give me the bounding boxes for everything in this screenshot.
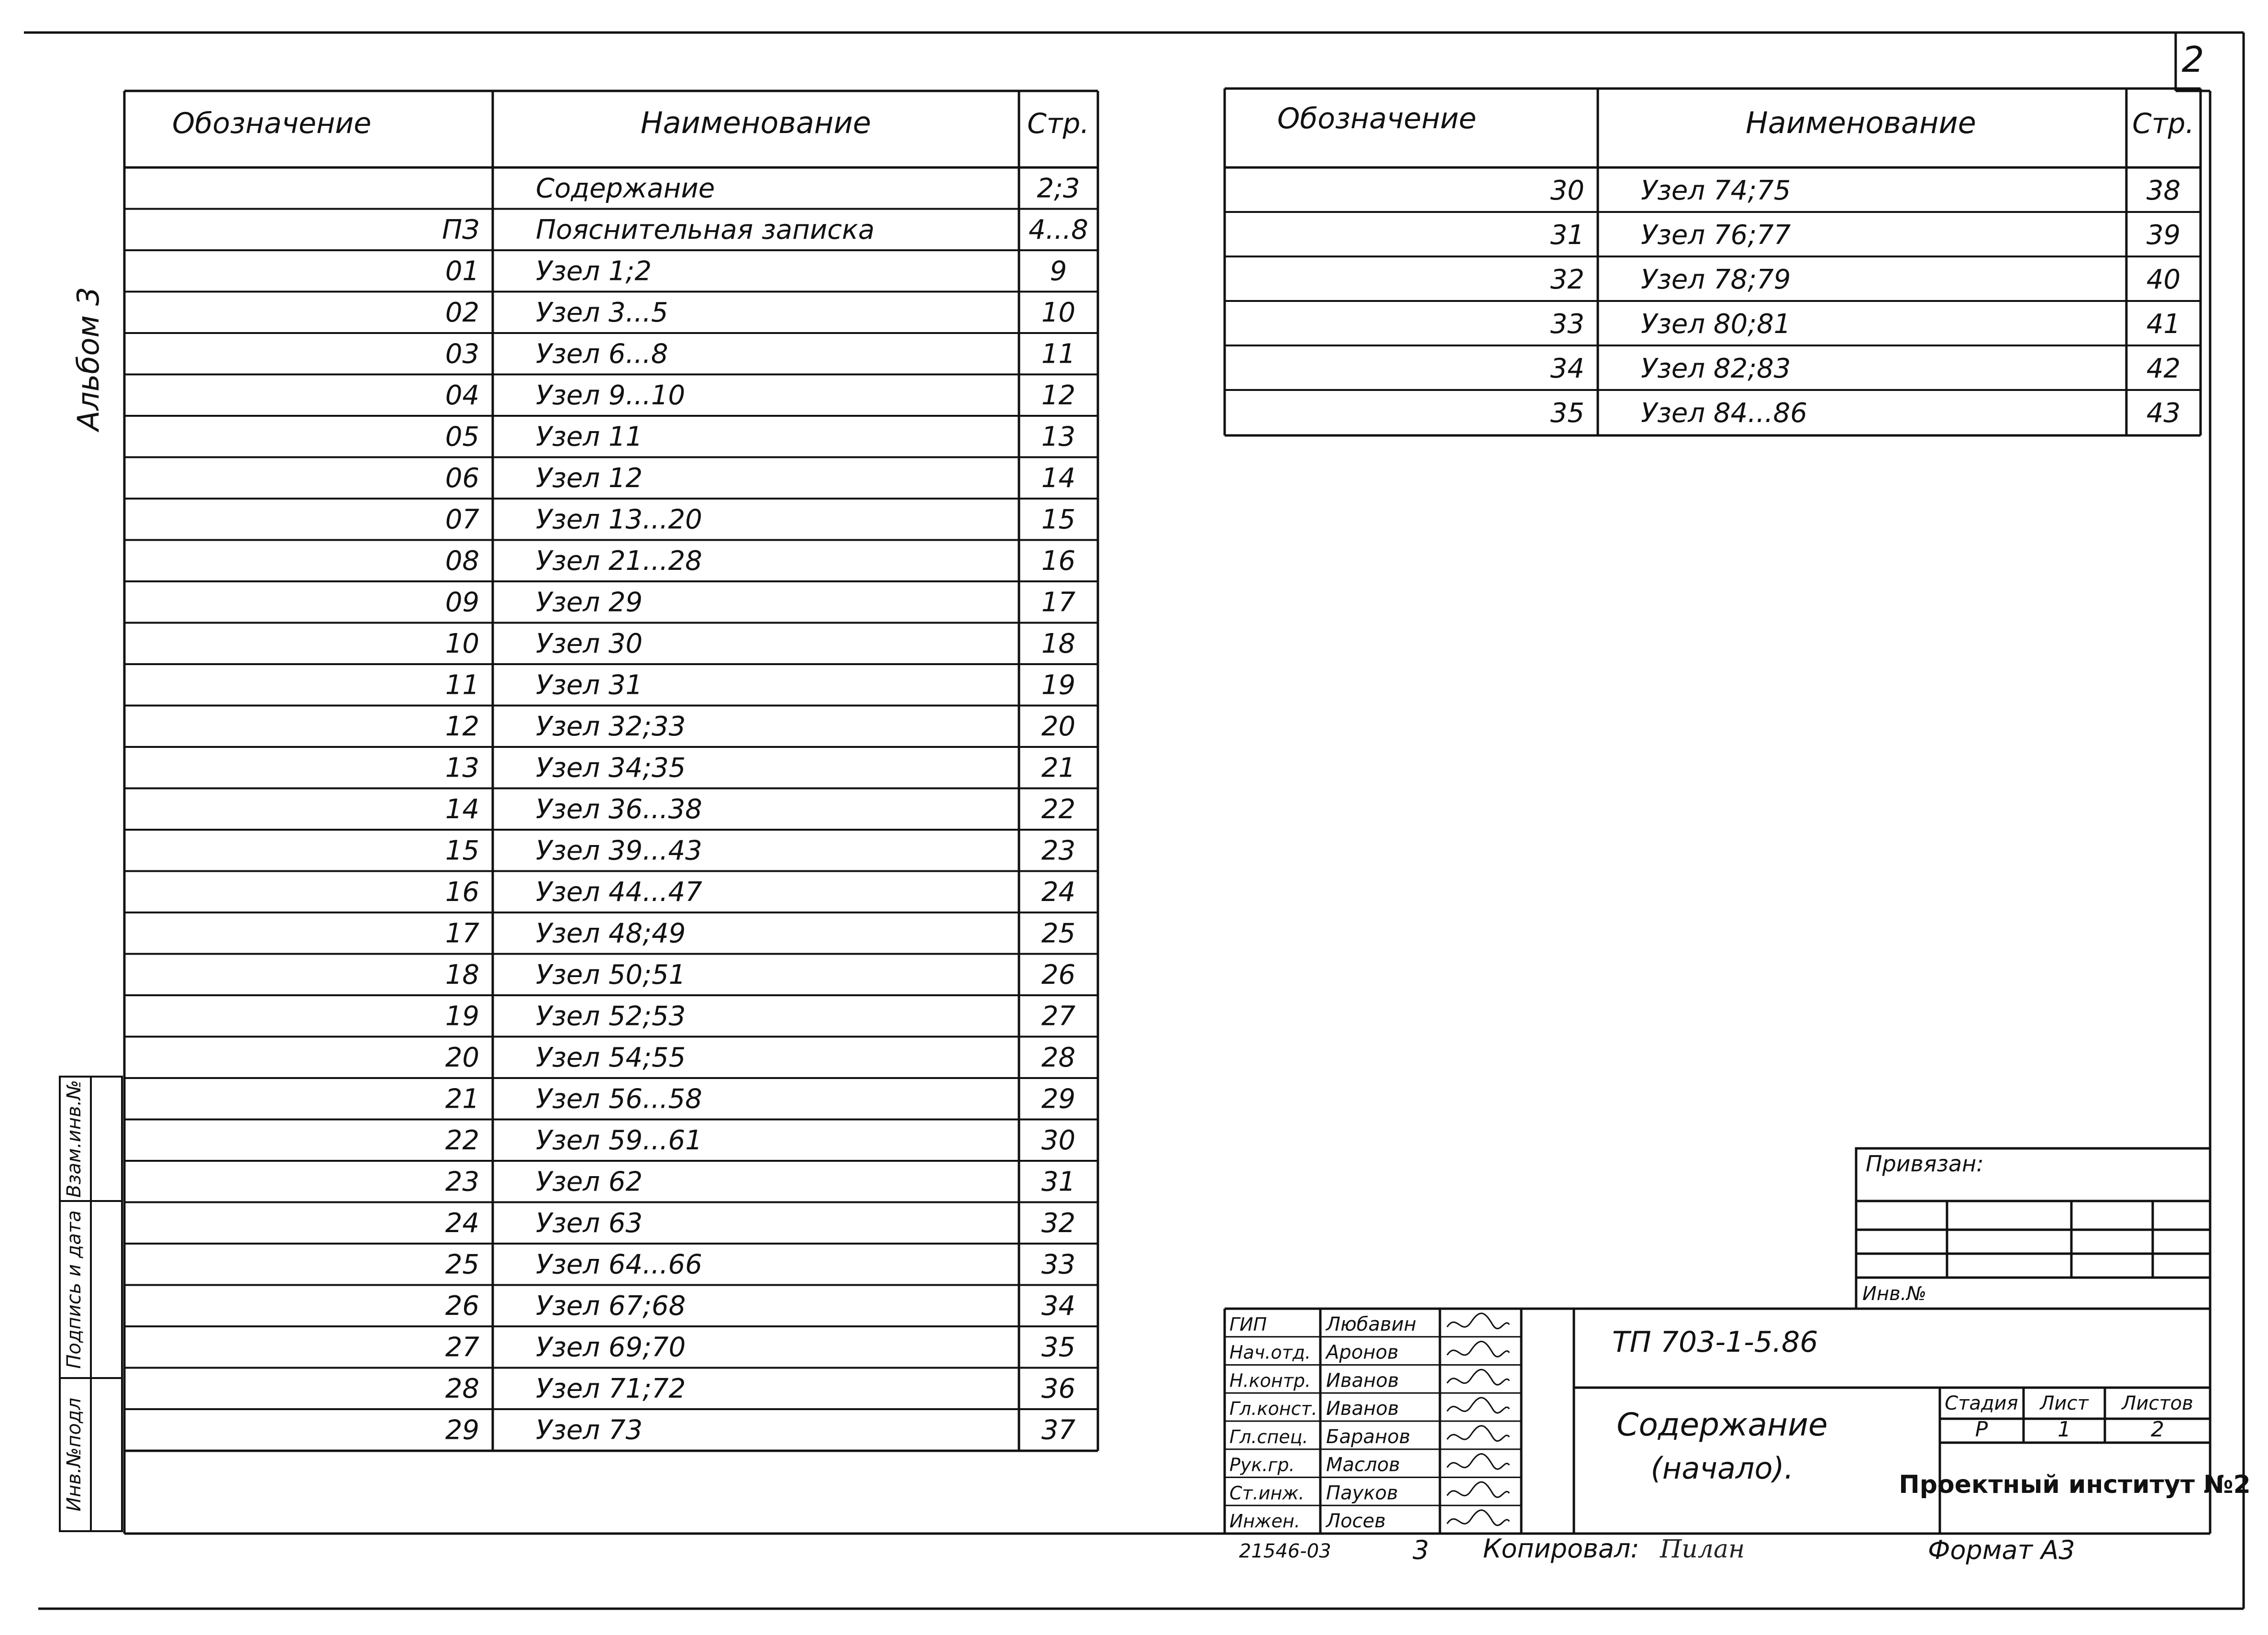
row-page: 24	[1041, 876, 1076, 908]
row-designation: 10	[445, 628, 479, 659]
row-designation: 35	[1550, 397, 1584, 429]
row-name: Узел 52;53	[536, 1001, 686, 1032]
toc-left-rows	[124, 173, 1098, 1446]
toc-row	[124, 540, 1098, 577]
sheet-number: 2	[2181, 39, 2204, 80]
footer-page: 3	[1412, 1535, 1429, 1565]
toc-row	[1225, 301, 2201, 340]
row-name: Узел 29	[536, 587, 643, 618]
title-block-person	[1229, 1313, 1509, 1335]
row-page: 30	[1041, 1124, 1076, 1156]
row-designation: 01	[445, 256, 479, 287]
row-name: Узел 6...8	[536, 338, 668, 370]
row-name: Узел 71;72	[536, 1373, 686, 1404]
stage-label: Стадия	[1945, 1392, 2018, 1414]
row-designation: 30	[1550, 175, 1584, 206]
toc-row	[124, 1202, 1098, 1239]
row-page: 38	[2146, 175, 2181, 206]
title-block-person	[1229, 1454, 1509, 1476]
row-designation: 07	[445, 504, 479, 535]
row-name: Узел 34;35	[536, 752, 686, 784]
row-page: 19	[1041, 669, 1076, 701]
header-designation-right: Обозначение	[1277, 102, 1477, 135]
toc-row	[1550, 175, 2180, 206]
row-designation: 22	[445, 1124, 479, 1156]
row-designation: 24	[445, 1207, 479, 1239]
row-designation: 19	[445, 1001, 479, 1032]
header-name-right: Наименование	[1746, 105, 1976, 140]
sheet-title-line-2: (начало).	[1650, 1451, 1794, 1486]
toc-row	[124, 1285, 1098, 1322]
header-page: Стр.	[1027, 107, 1089, 140]
row-designation: 33	[1550, 308, 1584, 340]
person-name: Лосев	[1326, 1510, 1386, 1533]
row-designation: 20	[445, 1042, 479, 1073]
row-page: 43	[2146, 397, 2181, 429]
copier-signature: Пилан	[1660, 1535, 1745, 1564]
row-designation: 16	[445, 876, 479, 908]
toc-row	[1225, 256, 2201, 295]
person-role: Гл.конст.	[1229, 1398, 1317, 1420]
row-designation: 28	[445, 1373, 479, 1404]
row-designation: 23	[445, 1166, 479, 1198]
toc-row	[124, 209, 1098, 245]
stage-value: Р	[1975, 1417, 1988, 1442]
toc-row	[124, 581, 1098, 618]
person-role: Гл.спец.	[1229, 1426, 1308, 1447]
stamp-signature-date: Подпись и дата	[63, 1210, 85, 1369]
toc-row	[124, 912, 1098, 949]
row-page: 40	[2146, 264, 2181, 295]
stamp-vzam-inv: Взам.инв.№	[63, 1079, 85, 1198]
toc-row	[536, 173, 1080, 204]
row-designation: 03	[445, 338, 479, 370]
row-designation: 25	[445, 1249, 479, 1280]
row-page: 23	[1041, 835, 1076, 867]
row-designation: 14	[445, 793, 479, 825]
toc-row	[124, 1244, 1098, 1280]
signature-scribble	[1447, 1341, 1509, 1357]
header-page-right: Стр.	[2132, 107, 2194, 140]
row-page: 27	[1041, 1001, 1076, 1032]
person-role: Нач.отд.	[1229, 1342, 1311, 1363]
row-page: 21	[1041, 752, 1076, 784]
toc-row	[124, 250, 1098, 287]
row-page: 22	[1041, 793, 1076, 825]
person-role: Инжен.	[1229, 1511, 1300, 1532]
binding-inv-label: Инв.№	[1862, 1283, 1926, 1305]
row-name: Узел 54;55	[536, 1042, 686, 1073]
toc-row	[124, 664, 1098, 701]
title-block-person	[1229, 1369, 1509, 1391]
toc-row	[124, 747, 1098, 783]
row-page: 12	[1041, 379, 1076, 411]
row-page: 4...8	[1029, 214, 1088, 245]
toc-row	[124, 995, 1098, 1032]
toc-row	[1225, 345, 2201, 384]
sheet-no-value: 1	[2058, 1417, 2071, 1442]
person-name: Аронов	[1326, 1341, 1399, 1364]
row-name: Узел 67;68	[536, 1290, 686, 1322]
row-designation: 17	[445, 918, 479, 949]
row-designation: 32	[1550, 264, 1584, 295]
row-name: Узел 39...43	[536, 835, 702, 867]
row-name: Узел 76;77	[1641, 219, 1791, 251]
toc-row	[124, 416, 1098, 452]
row-page: 18	[1041, 628, 1076, 659]
row-name: Узел 73	[536, 1414, 643, 1446]
row-page: 39	[2146, 219, 2181, 251]
title-block-person	[1229, 1510, 1509, 1532]
toc-row	[124, 871, 1098, 908]
toc-row	[124, 457, 1098, 494]
title-block-person	[1229, 1482, 1509, 1504]
row-page: 41	[2146, 308, 2181, 340]
row-page: 15	[1041, 504, 1076, 535]
person-role: Н.контр.	[1229, 1370, 1311, 1391]
person-name: Иванов	[1326, 1398, 1399, 1420]
row-page: 36	[1041, 1373, 1076, 1404]
toc-row	[124, 789, 1098, 825]
row-designation: 06	[445, 462, 479, 494]
toc-row	[124, 830, 1098, 866]
title-block-person	[1229, 1341, 1509, 1363]
row-name: Узел 11	[536, 421, 643, 453]
row-name: Узел 74;75	[1641, 175, 1791, 206]
row-name: Узел 64...66	[536, 1249, 702, 1280]
toc-row	[1225, 390, 2201, 429]
organization-name: Проектный институт №2	[1899, 1470, 2251, 1499]
format-label: Формат А3	[1928, 1535, 2075, 1565]
binding-title: Привязан:	[1866, 1151, 1984, 1177]
toc-row	[124, 292, 1098, 328]
person-name: Баранов	[1326, 1425, 1411, 1448]
toc-right-rows	[1225, 175, 2201, 429]
row-designation: 12	[445, 711, 479, 742]
row-name: Узел 69;70	[536, 1332, 686, 1363]
project-code: ТП 703-1-5.86	[1612, 1325, 1818, 1359]
row-designation: 05	[445, 421, 479, 453]
row-designation: 11	[445, 669, 479, 701]
row-page: 14	[1041, 462, 1076, 494]
signature-scribble	[1447, 1398, 1509, 1413]
row-page: 13	[1041, 421, 1076, 453]
toc-row	[124, 375, 1098, 411]
title-block-person	[1229, 1398, 1509, 1420]
row-page: 20	[1041, 711, 1076, 742]
row-designation: 29	[445, 1414, 479, 1446]
person-name: Пауков	[1326, 1482, 1398, 1504]
person-name: Маслов	[1326, 1454, 1400, 1476]
toc-row	[124, 1037, 1098, 1073]
row-designation: 02	[445, 297, 479, 328]
sheets-total-value: 2	[2151, 1417, 2164, 1442]
row-page: 26	[1041, 959, 1076, 990]
toc-row	[124, 499, 1098, 535]
row-name: Узел 50;51	[536, 959, 686, 990]
row-name: Узел 1;2	[536, 256, 652, 287]
person-role: ГИП	[1229, 1313, 1267, 1335]
row-name: Узел 80;81	[1641, 308, 1791, 340]
row-page: 35	[1041, 1332, 1076, 1363]
signature-scribble	[1447, 1510, 1509, 1525]
toc-row	[124, 1409, 1098, 1446]
signature-scribble	[1447, 1426, 1509, 1441]
row-name: Узел 12	[536, 462, 643, 494]
signature-scribble	[1447, 1313, 1509, 1329]
row-page: 28	[1041, 1042, 1076, 1073]
person-role: Рук.гр.	[1229, 1454, 1295, 1476]
row-page: 16	[1041, 545, 1076, 577]
row-name: Содержание	[536, 173, 715, 204]
sheet-title-line-1: Содержание	[1616, 1406, 1828, 1443]
row-name: Узел 30	[536, 628, 643, 659]
row-page: 31	[1041, 1166, 1076, 1198]
row-name: Узел 78;79	[1641, 264, 1791, 295]
row-name: Узел 84...86	[1641, 397, 1807, 429]
signature-scribble	[1447, 1454, 1509, 1469]
row-designation: 15	[445, 835, 479, 867]
row-page: 9	[1050, 256, 1067, 287]
person-name: Иванов	[1326, 1369, 1399, 1392]
header-name: Наименование	[641, 105, 871, 140]
row-page: 32	[1041, 1207, 1076, 1239]
toc-row	[124, 706, 1098, 742]
row-designation: 04	[445, 379, 479, 411]
signature-scribble	[1447, 1482, 1509, 1497]
row-name: Узел 21...28	[536, 545, 702, 577]
row-name: Пояснительная записка	[536, 214, 875, 245]
row-designation: 21	[445, 1083, 479, 1115]
row-name: Узел 59...61	[536, 1124, 702, 1156]
toc-row	[124, 1161, 1098, 1197]
person-name: Любавин	[1326, 1313, 1416, 1335]
row-name: Узел 32;33	[536, 711, 686, 742]
row-designation: 09	[445, 587, 479, 618]
person-role: Ст.инж.	[1229, 1482, 1305, 1504]
row-designation: ПЗ	[442, 214, 479, 245]
copied-by-label: Копировал:	[1483, 1534, 1639, 1564]
sheet-label: Лист	[2040, 1392, 2089, 1414]
row-page: 25	[1041, 918, 1076, 949]
row-page: 11	[1041, 338, 1076, 370]
doc-number: 21546-03	[1239, 1540, 1331, 1562]
toc-row	[124, 623, 1098, 659]
row-name: Узел 56...58	[536, 1083, 702, 1115]
row-page: 37	[1041, 1414, 1076, 1446]
row-page: 10	[1041, 297, 1076, 328]
signature-scribble	[1447, 1369, 1509, 1385]
toc-row	[124, 1078, 1098, 1114]
row-page: 29	[1041, 1083, 1076, 1115]
row-page: 42	[2146, 353, 2181, 384]
row-name: Узел 44...47	[536, 876, 702, 908]
title-block-roles	[1229, 1313, 1509, 1532]
header-designation: Обозначение	[172, 107, 372, 140]
sheets-label: Листов	[2122, 1392, 2193, 1414]
row-name: Узел 62	[536, 1166, 643, 1198]
row-name: Узел 48;49	[536, 918, 686, 949]
row-designation: 08	[445, 545, 479, 577]
row-name: Узел 82;83	[1641, 353, 1791, 384]
row-designation: 34	[1550, 353, 1584, 384]
row-name: Узел 3...5	[536, 297, 668, 328]
outer-frame	[24, 33, 2244, 1609]
row-designation: 27	[445, 1332, 479, 1363]
toc-row	[1225, 212, 2201, 251]
row-page: 2;3	[1037, 173, 1080, 204]
stamp-inv-podl: Инв.№подл	[63, 1398, 85, 1512]
toc-row	[124, 954, 1098, 990]
row-name: Узел 13...20	[536, 504, 702, 535]
row-name: Узел 31	[536, 669, 643, 701]
toc-row	[124, 1120, 1098, 1156]
row-name: Узел 9...10	[536, 379, 686, 411]
toc-row	[124, 333, 1098, 369]
row-designation: 26	[445, 1290, 479, 1322]
row-name: Узел 63	[536, 1207, 643, 1239]
row-page: 17	[1041, 587, 1076, 618]
title-block-person	[1229, 1426, 1509, 1448]
toc-row	[124, 1326, 1098, 1363]
toc-row	[124, 1368, 1098, 1404]
row-name: Узел 36...38	[536, 793, 702, 825]
row-designation: 13	[445, 752, 479, 784]
row-designation: 18	[445, 959, 479, 990]
row-designation: 31	[1550, 219, 1584, 251]
row-page: 34	[1041, 1290, 1076, 1322]
row-page: 33	[1041, 1249, 1076, 1280]
album-label: Альбом 3	[71, 287, 106, 431]
